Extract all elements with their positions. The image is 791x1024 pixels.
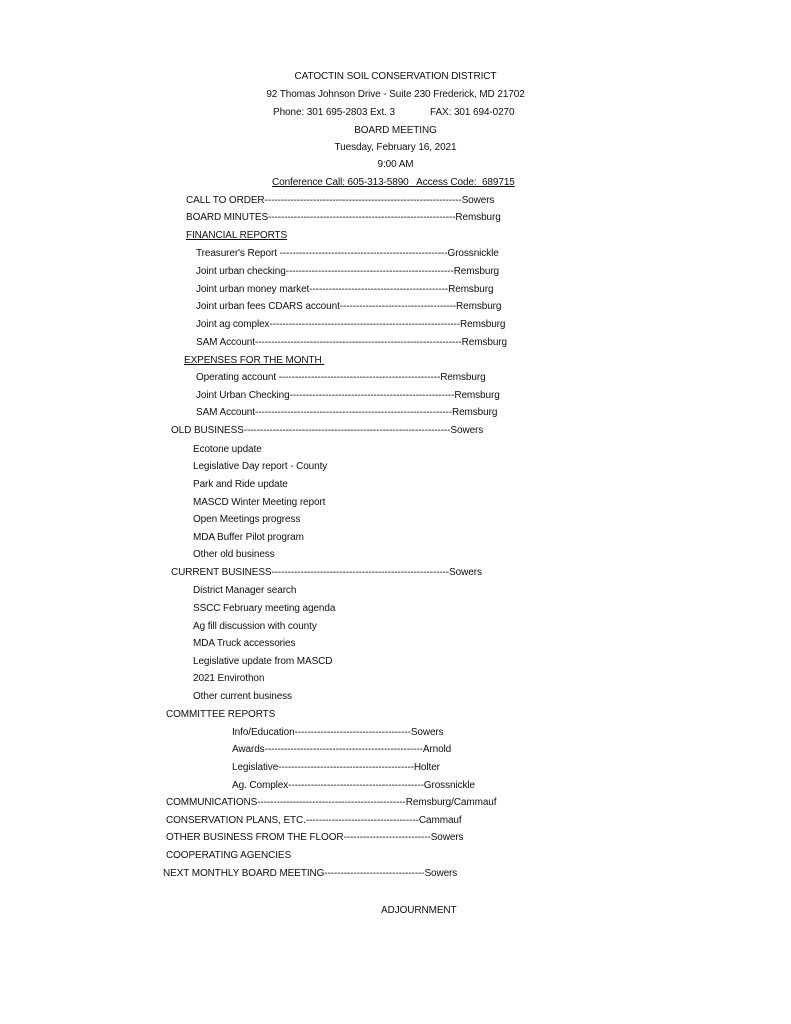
conservation-plans: CONSERVATION PLANS, ETC.-----------------------------------Cammauf <box>166 815 462 826</box>
joint-urban-checking-expense: Joint Urban Checking---------------------------------------------------Remsburg <box>196 390 500 401</box>
list-item: Other old business <box>193 549 275 560</box>
committee-item: Awards-------------------------------------------------Arnold <box>232 744 452 755</box>
cooperating-agencies: COOPERATING AGENCIES <box>166 850 292 861</box>
board-minutes: BOARD MINUTES----------------------------------------------------------Remsburg <box>186 212 501 223</box>
list-item: District Manager search <box>193 585 297 596</box>
committee-item: Info/Education------------------------------------Sowers <box>232 727 444 738</box>
phone: Phone: 301 695-2803 Ext. 3 <box>273 107 395 118</box>
committee-item: Ag. Complex------------------------------------------Grossnickle <box>232 780 475 791</box>
org-name: CATOCTIN SOIL CONSERVATION DISTRICT <box>294 71 497 82</box>
current-business-heading: CURRENT BUSINESS-------------------------------------------------------Sowers <box>171 567 482 578</box>
treasurers-report: Treasurer's Report ----------------------------------------------------Grossnickle <box>196 248 499 259</box>
list-item: Park and Ride update <box>193 479 288 490</box>
list-item: Legislative Day report - County <box>193 461 328 472</box>
operating-account: Operating account --------------------------------------------------Remsburg <box>196 372 486 383</box>
meeting-time: 9:00 AM <box>377 159 414 170</box>
committee-reports-heading: COMMITTEE REPORTS <box>166 709 276 720</box>
list-item: Legislative update from MASCD <box>193 656 333 667</box>
next-meeting: NEXT MONTHLY BOARD MEETING-------------------------------Sowers <box>163 868 458 879</box>
list-item: Open Meetings progress <box>193 514 301 525</box>
joint-urban-money-market: Joint urban money market-------------------------------------------Remsburg <box>196 284 494 295</box>
joint-urban-fees: Joint urban fees CDARS account------------------------------------Remsburg <box>196 301 502 312</box>
conference-info: Conference Call: 605-313-5890 Access Code: 689715 <box>272 177 515 188</box>
sam-account: SAM Account----------------------------------------------------------------Remsburg <box>196 337 507 348</box>
other-business: OTHER BUSINESS FROM THE FLOOR---------------------------Sowers <box>166 832 464 843</box>
list-item: Ag fill discussion with county <box>193 621 317 632</box>
list-item: Ecotone update <box>193 444 262 455</box>
call-to-order: CALL TO ORDER-------------------------------------------------------------Sowers <box>186 195 495 206</box>
list-item: Other current business <box>193 691 292 702</box>
list-item: 2021 Envirothon <box>193 673 265 684</box>
meeting-date: Tuesday, February 16, 2021 <box>334 142 457 153</box>
expenses-heading: EXPENSES FOR THE MONTH <box>184 355 325 366</box>
adjournment: ADJOURNMENT <box>381 905 457 916</box>
meeting-type: BOARD MEETING <box>354 125 437 136</box>
committee-item: Legislative------------------------------------------Holter <box>232 762 440 773</box>
joint-urban-checking: Joint urban checking----------------------------------------------------Remsburg <box>196 266 500 277</box>
fax: FAX: 301 694-0270 <box>430 107 515 118</box>
list-item: MDA Truck accessories <box>193 638 296 649</box>
address: 92 Thomas Johnson Drive - Suite 230 Frederick, MD 21702 <box>266 89 525 100</box>
sam-account-expense: SAM Account-------------------------------------------------------------Remsburg <box>196 407 498 418</box>
communications: COMMUNICATIONS----------------------------------------------Remsburg/Cammauf <box>166 797 497 808</box>
list-item: MDA Buffer Pilot program <box>193 532 304 543</box>
old-business-heading: OLD BUSINESS----------------------------------------------------------------Sowers <box>171 425 484 436</box>
list-item: SSCC February meeting agenda <box>193 603 336 614</box>
list-item: MASCD Winter Meeting report <box>193 497 326 508</box>
joint-ag-complex: Joint ag complex-----------------------------------------------------------Remsburg <box>196 319 506 330</box>
financial-reports-heading: FINANCIAL REPORTS <box>186 230 288 241</box>
